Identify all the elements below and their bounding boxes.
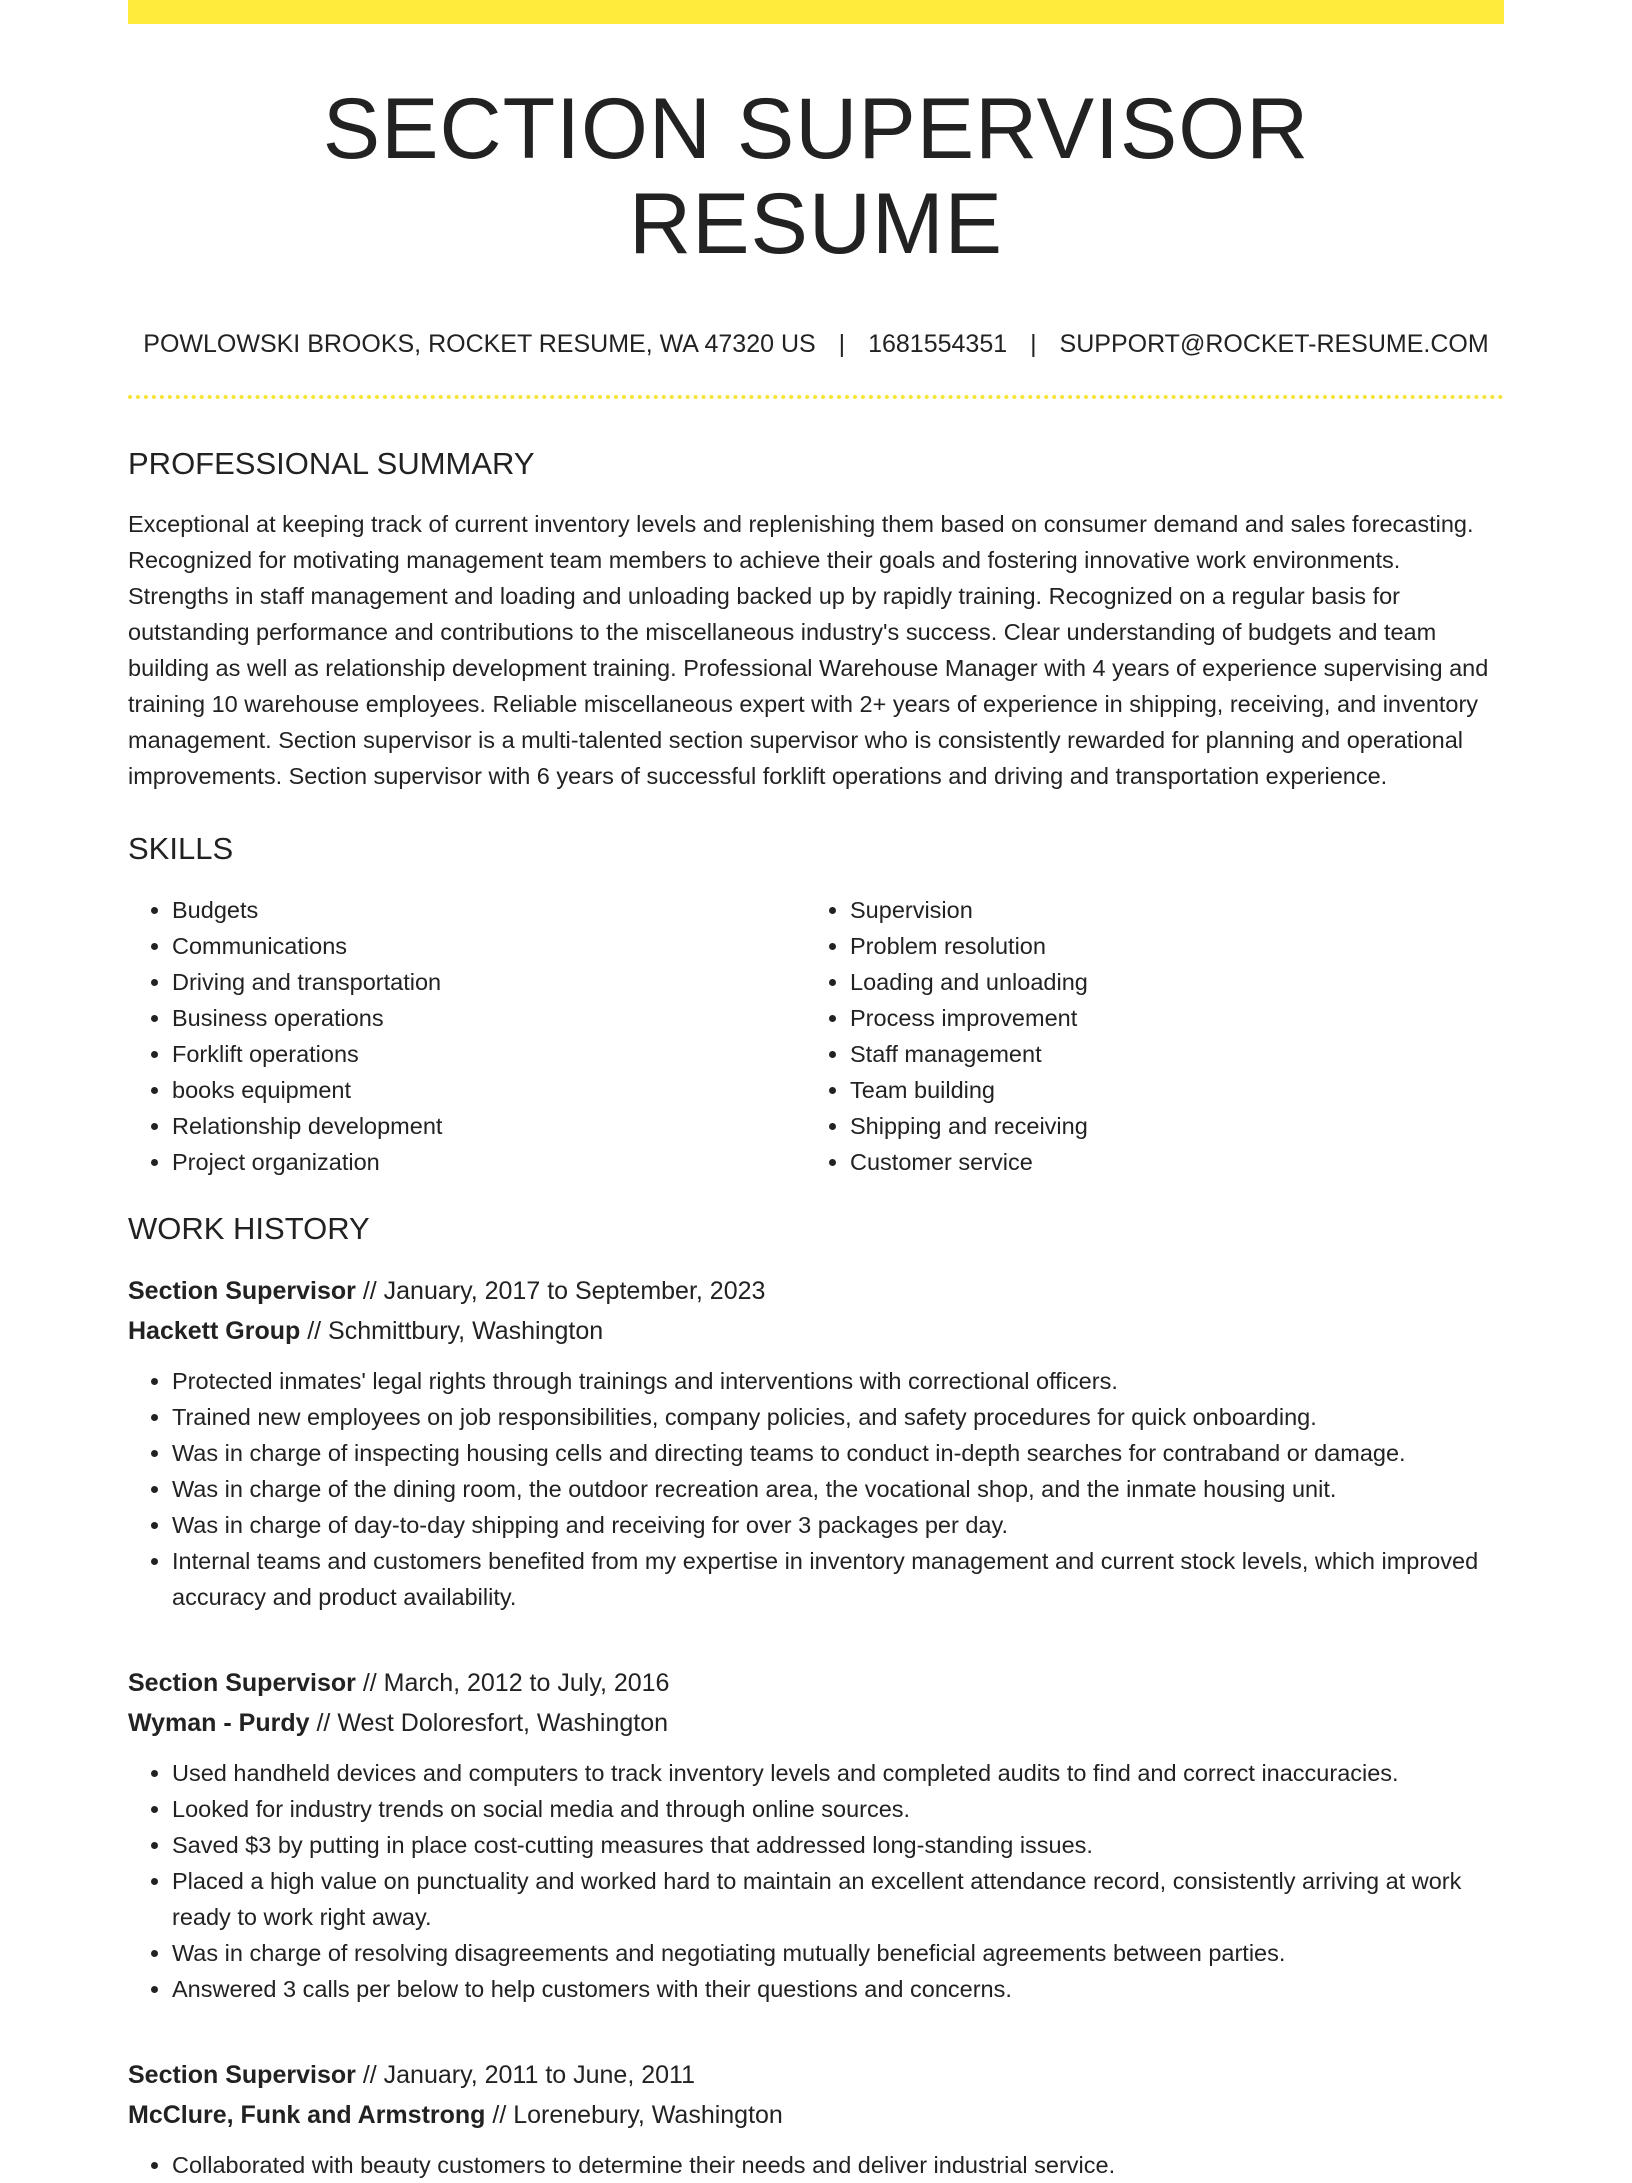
job-bullet: • Collaborated with beauty customers to determine their needs and deliver industrial service. <box>172 2147 1504 2183</box>
job-bullet: • Placed a high value on punctuality and worked hard to maintain an excellent attendance record, consistently arriving at work ready to work right away. <box>172 1863 1504 1935</box>
dotted-divider <box>128 395 1504 399</box>
job-bullet: • Answered 3 calls per below to help customers with their questions and concerns. <box>172 1971 1504 2007</box>
work-history-heading: WORK HISTORY <box>128 1210 370 1246</box>
job-company-line <box>128 2095 1504 2135</box>
job-company-line <box>128 1703 1504 1743</box>
job-bullet: • Was in charge of day-to-day shipping and receiving for over 3 packages per day. <box>172 1507 1504 1543</box>
accent-bar <box>128 0 1504 24</box>
skill-item: • Process improvement <box>850 1000 1484 1036</box>
contact-address: POWLOWSKI BROOKS, ROCKET RESUME, WA 47320 US <box>143 330 816 359</box>
job-location: // Lorenebury, Washington <box>492 2100 783 2129</box>
job-bullet: • Was in charge of the dining room, the outdoor recreation area, the vocational shop, and the inmate housing unit. <box>172 1471 1504 1507</box>
job-location: // Schmittbury, Washington <box>307 1316 604 1345</box>
job-company: Hackett Group <box>128 1316 301 1345</box>
job-title: Section Supervisor <box>128 1276 356 1305</box>
summary-heading: PROFESSIONAL SUMMARY <box>128 446 535 482</box>
job-bullets <box>128 1363 1504 1615</box>
skills-heading: SKILLS <box>128 831 234 867</box>
skills-column-right <box>806 892 1484 1180</box>
job-title: Section Supervisor <box>128 1668 356 1697</box>
job-entry <box>128 1271 1504 1615</box>
resume-content <box>128 24 1504 2183</box>
job-dates: // March, 2012 to July, 2016 <box>362 1668 670 1697</box>
skill-item: • Budgets <box>172 892 806 928</box>
job-bullets <box>128 2147 1504 2183</box>
skill-item: • Loading and unloading <box>850 964 1484 1000</box>
contact-phone: 1681554351 <box>868 330 1008 359</box>
skill-item: • Supervision <box>850 892 1484 928</box>
job-title-line <box>128 2055 1504 2095</box>
skills-column-left <box>128 892 806 1180</box>
resume-title: SECTION SUPERVISOR RESUME <box>322 81 1310 272</box>
contact-line <box>128 329 1504 359</box>
skill-item: • Customer service <box>850 1144 1484 1180</box>
job-location: // West Doloresfort, Washington <box>316 1708 669 1737</box>
job-entry <box>128 2055 1504 2183</box>
job-bullet: • Used handheld devices and computers to track inventory levels and completed audits to find and correct inaccuracies. <box>172 1755 1504 1791</box>
skill-item: • Staff management <box>850 1036 1484 1072</box>
skill-item: • books equipment <box>172 1072 806 1108</box>
skill-item: • Driving and transportation <box>172 964 806 1000</box>
job-bullet: • Trained new employees on job responsibilities, company policies, and safety procedures for quick onboarding. <box>172 1399 1504 1435</box>
skill-item: • Relationship development <box>172 1108 806 1144</box>
job-bullet: • Internal teams and customers benefited from my expertise in inventory management and current stock levels, which improved accuracy and product availability. <box>172 1543 1504 1615</box>
job-title-line <box>128 1271 1504 1311</box>
job-bullets <box>128 1755 1504 2007</box>
contact-email: SUPPORT@ROCKET-RESUME.COM <box>1059 330 1489 359</box>
job-company: McClure, Funk and Armstrong <box>128 2100 486 2129</box>
contact-separator: | <box>838 330 846 359</box>
job-title: Section Supervisor <box>128 2060 356 2089</box>
job-dates: // January, 2011 to June, 2011 <box>362 2060 695 2089</box>
skill-item: • Team building <box>850 1072 1484 1108</box>
job-company: Wyman - Purdy <box>128 1708 310 1737</box>
contact-separator: | <box>1030 330 1037 359</box>
job-company-line <box>128 1311 1504 1351</box>
skill-item: • Project organization <box>172 1144 806 1180</box>
job-entry <box>128 1663 1504 2007</box>
job-bullet: • Saved $3 by putting in place cost-cutting measures that addressed long-standing issues. <box>172 1827 1504 1863</box>
job-dates: // January, 2017 to September, 2023 <box>362 1276 766 1305</box>
summary-text: Exceptional at keeping track of current inventory levels and replenishing them based on consumer demand and sales forecasting. Recognized for motivating management team members to achieve their goals and fostering innovative work environments. Strengths in staff management and loading and unloading backed up by rapidly training. Recognized on a regular basis for outstanding performance and contributions to the miscellaneous industry's success. Clear understanding of budgets and team building as well as relationship development training. Professional Warehouse Manager with 4 years of experience supervising and training 10 warehouse employees. Reliable miscellaneous expert with 2+ years of experience in shipping, receiving, and inventory management. Section supervisor is a multi-talented section supervisor who is consistently rewarded for planning and operational improvements. Section supervisor with 6 years of successful forklift operations and driving and transportation experience. <box>128 511 1489 790</box>
skill-item: • Shipping and receiving <box>850 1108 1484 1144</box>
skill-item: • Communications <box>172 928 806 964</box>
job-bullet: • Looked for industry trends on social media and through online sources. <box>172 1791 1504 1827</box>
skill-item: • Forklift operations <box>172 1036 806 1072</box>
job-bullet: • Was in charge of resolving disagreements and negotiating mutually beneficial agreements between parties. <box>172 1935 1504 1971</box>
job-title-line <box>128 1663 1504 1703</box>
job-bullet: • Was in charge of inspecting housing cells and directing teams to conduct in-depth searches for contraband or damage. <box>172 1435 1504 1471</box>
skills-grid <box>128 892 1504 1180</box>
job-bullet: • Protected inmates' legal rights through trainings and interventions with correctional officers. <box>172 1363 1504 1399</box>
skill-item: • Business operations <box>172 1000 806 1036</box>
skill-item: • Problem resolution <box>850 928 1484 964</box>
